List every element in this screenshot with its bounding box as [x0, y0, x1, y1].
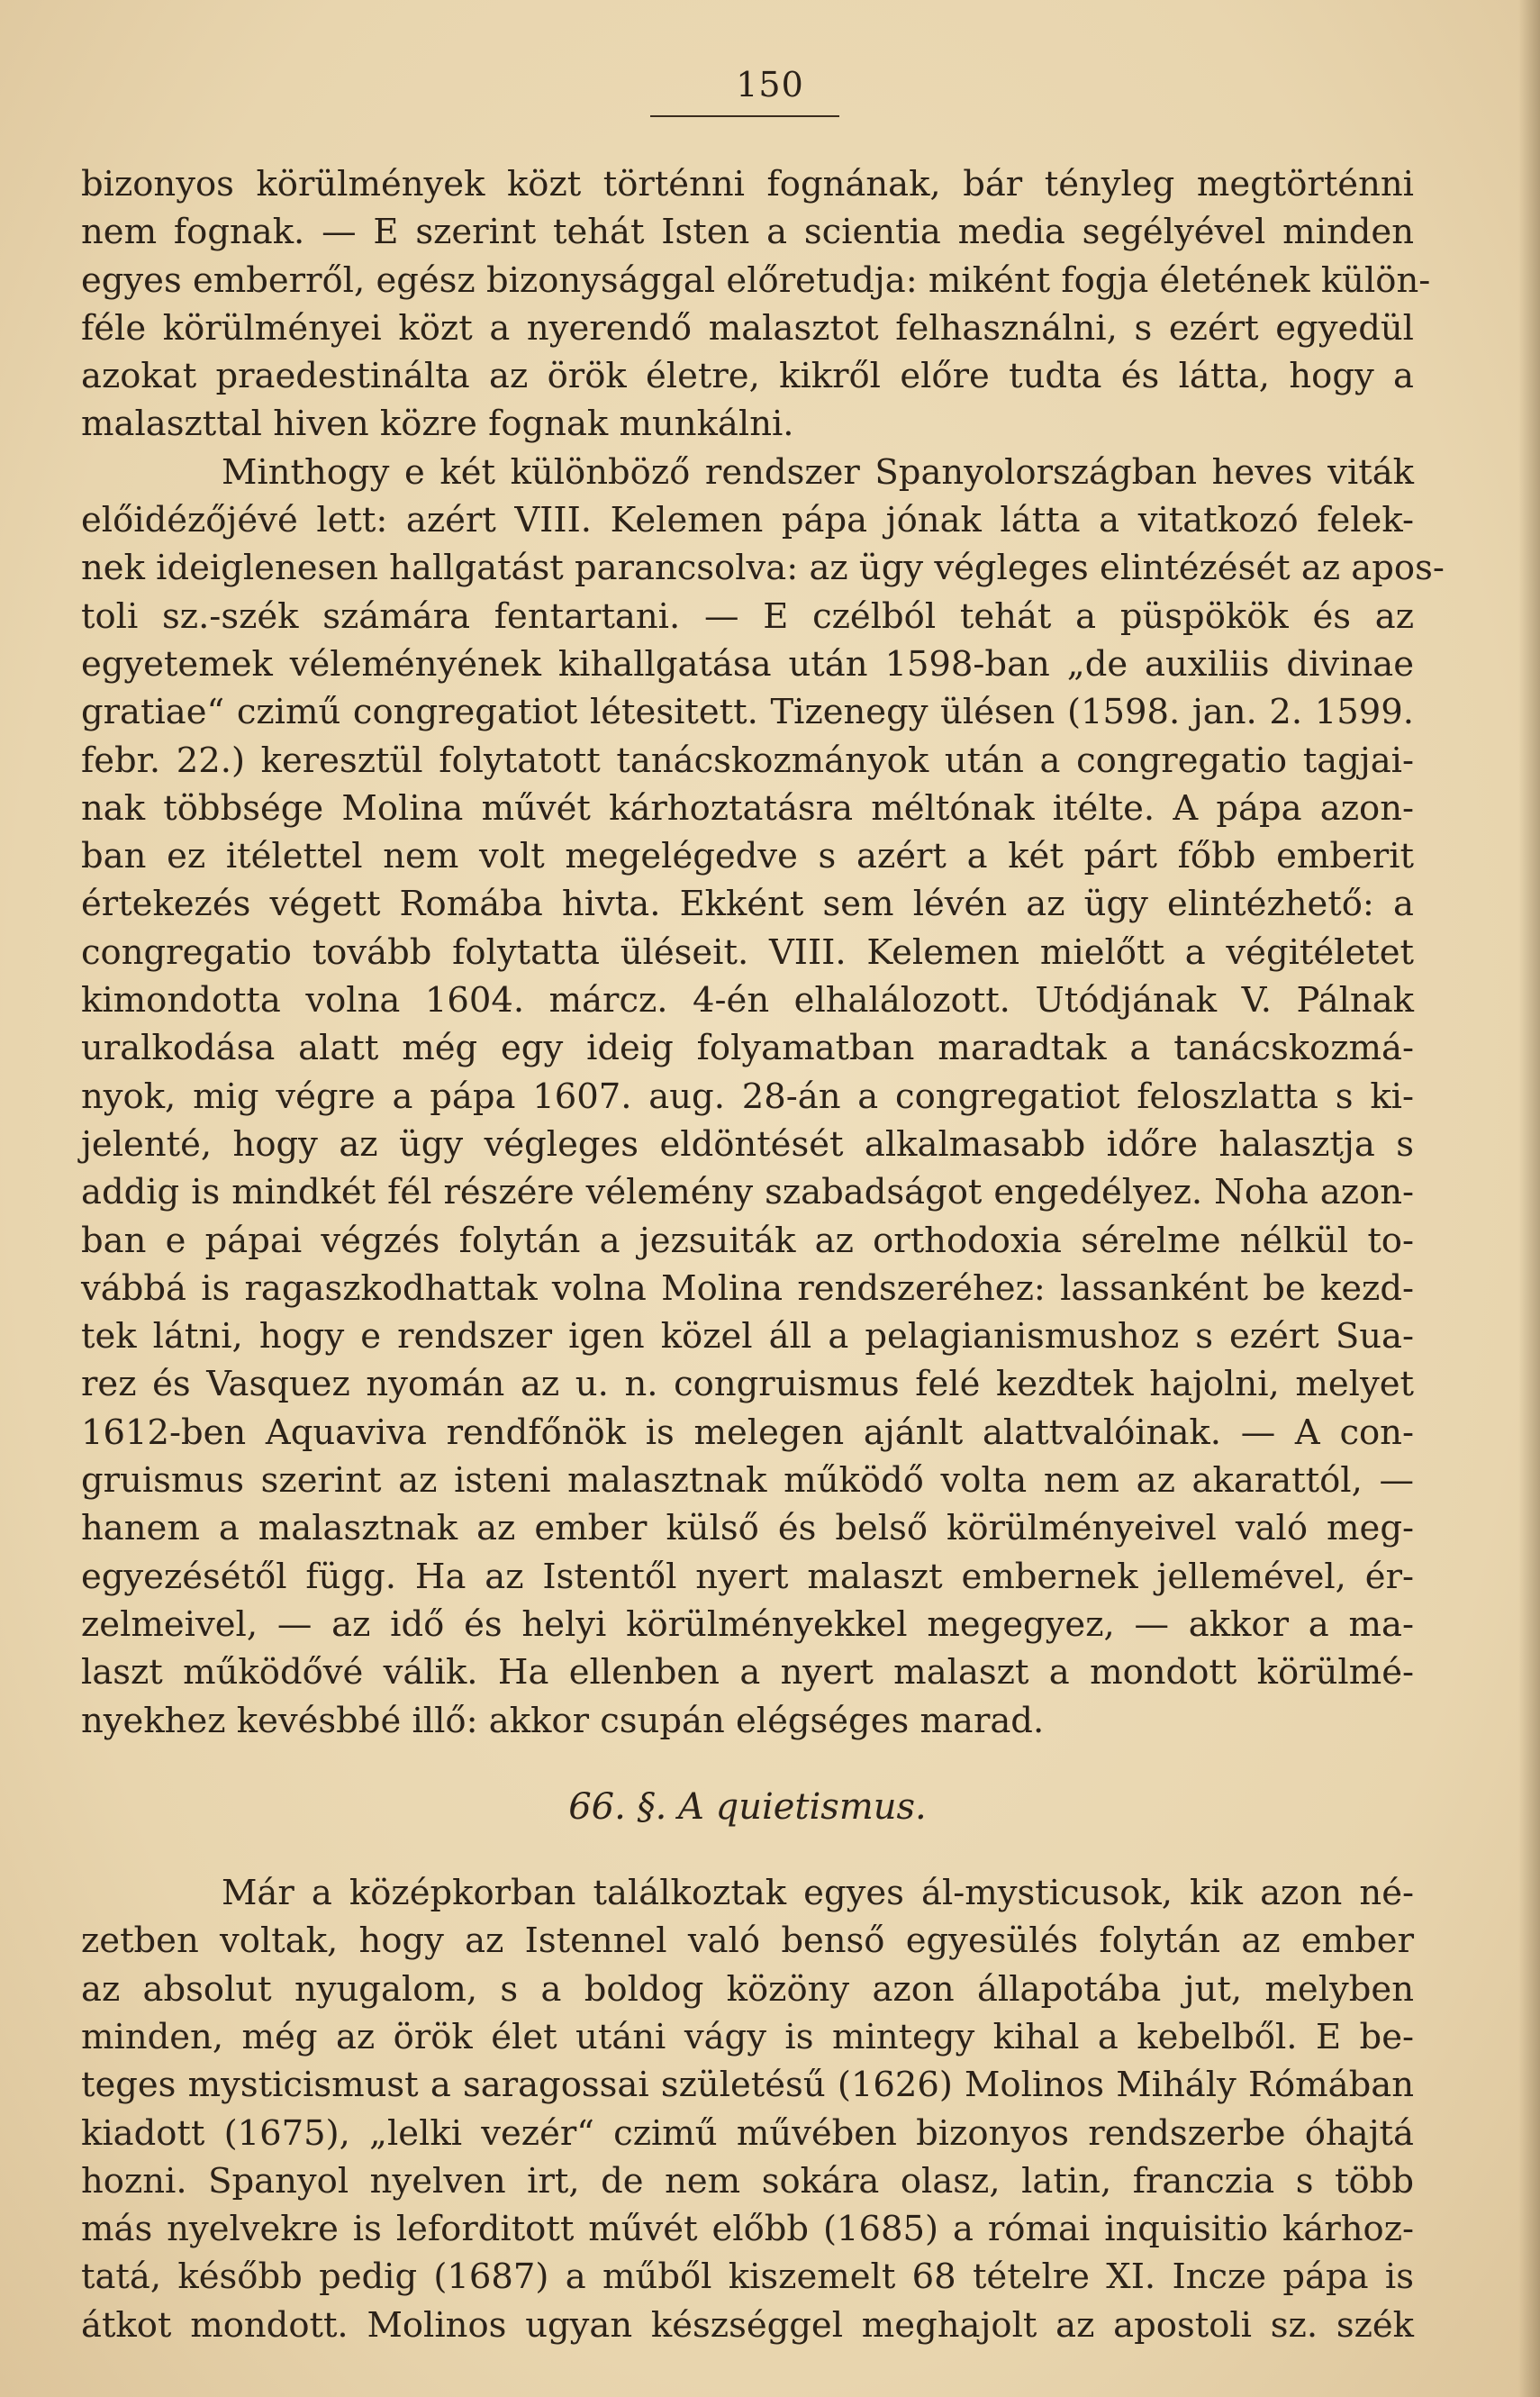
text-line: nyekhez kevésbbé illő: akkor csupán elégséges marad. — [81, 1700, 1045, 1741]
text-line: egyes emberről, egész bizonysággal előretudja: miként fogja életének külön- — [81, 259, 1431, 301]
text-line: rez és Vasquez nyomán az u. n. congruismus felé kezdtek hajolni, melyet — [81, 1364, 1414, 1405]
text-line: teges mysticismust a saragossai születésű (1626) Molinos Mihály Rómában — [81, 2065, 1414, 2106]
text-line: előidézőjévé lett: azért VIII. Kelemen pápa jónak látta a vitatkozó felek- — [81, 500, 1414, 541]
page-edge-shadow — [1518, 0, 1540, 2397]
text-line: gratiae“ czimű congregatiot létesitett. Tizenegy ülésen (1598. jan. 2. 1599. — [81, 692, 1414, 733]
paragraph-1 — [81, 160, 1431, 449]
text-line: nem fognak. — E szerint tehát Isten a scientia media segélyével minden — [81, 212, 1414, 253]
text-line: egyezésétől függ. Ha az Istentől nyert malaszt embernek jellemével, ér- — [81, 1556, 1414, 1597]
text-line: bizonyos körülmények közt történni fognának, bár tényleg megtörténni — [81, 164, 1414, 204]
section-heading: 66. §. A quietismus. — [568, 1785, 927, 1828]
text-line: az absolut nyugalom, s a boldog közöny azon állapotába jut, melyben — [81, 1968, 1414, 2010]
text-line: minden, még az örök élet utáni vágy is mintegy kihal a kebelből. E be- — [81, 2016, 1414, 2057]
page-body — [81, 160, 1445, 2349]
text-line: nyok, mig végre a pápa 1607. aug. 28-án a congregatiot feloszlatta s ki- — [81, 1076, 1414, 1117]
text-line: egyetemek véleményének kihallgatása után 1598-ban „de auxiliis divinae — [81, 643, 1414, 685]
text-line: azokat praedestinálta az örök életre, kikről előre tudta és látta, hogy a — [81, 356, 1414, 397]
text-line: addig is mindkét fél részére vélemény szabadságot engedélyez. Noha azon- — [81, 1172, 1414, 1213]
text-line: zetben voltak, hogy az Istennel való benső egyesülés folytán az ember — [81, 1920, 1414, 1962]
text-line: gruismus szerint az isteni malasztnak működő volta nem az akarattól, — — [81, 1460, 1414, 1502]
text-line: nek ideiglenesen hallgatást parancsolva: az ügy végleges elintézését az apos- — [81, 548, 1445, 589]
text-line: tek látni, hogy e rendszer igen közel áll a pelagianismushoz s ezért Sua- — [81, 1316, 1414, 1357]
text-line: laszt működővé válik. Ha ellenben a nyert malaszt a mondott körülmé- — [81, 1652, 1414, 1693]
text-line: jelenté, hogy az ügy végleges eldöntését alkalmasabb időre halasztja s — [81, 1123, 1414, 1165]
text-line: nak többsége Molina művét kárhoztatásra méltónak itélte. A pápa azon- — [81, 787, 1414, 829]
paragraph-3 — [81, 1869, 1414, 2349]
text-line: toli sz.-szék számára fentartani. — E czélból tehát a püspökök és az — [81, 595, 1414, 637]
text-line: hozni. Spanyol nyelven irt, de nem sokára olasz, latin, franczia s több — [81, 2160, 1414, 2202]
text-line: Minthogy e két különböző rendszer Spanyolországban heves viták — [222, 451, 1414, 493]
text-line: kiadott (1675), „lelki vezér“ czimű művében bizonyos rendszerbe óhajtá — [81, 2112, 1414, 2154]
text-line: ban e pápai végzés folytán a jezsuiták az orthodoxia sérelme nélkül to- — [81, 1220, 1414, 1261]
page-number: 150 — [736, 65, 804, 104]
text-line: más nyelvekre is leforditott művét előbb (1685) a római inquisitio kárhoz- — [81, 2209, 1414, 2250]
text-line: vábbá is ragaszkodhattak volna Molina rendszeréhez: lassanként be kezd- — [81, 1267, 1414, 1309]
text-line: átkot mondott. Molinos ugyan készséggel meghajolt az apostoli sz. szék — [81, 2304, 1414, 2346]
text-line: féle körülményei közt a nyerendő malasztot felhasználni, s ezért egyedül — [81, 307, 1414, 349]
text-line: tatá, később pedig (1687) a műből kiszemelt 68 tételre XI. Incze pápa is — [81, 2256, 1414, 2298]
text-line: uralkodása alatt még egy ideig folyamatban maradtak a tanácskozmá- — [81, 1028, 1414, 1069]
text-line: értekezés végett Romába hivta. Ekként sem lévén az ügy elintézhető: a — [81, 884, 1414, 925]
paragraph-2 — [81, 449, 1445, 1745]
text-line: 1612-ben Aquaviva rendfőnök is melegen ajánlt alattvalóinak. — A con- — [81, 1412, 1414, 1453]
text-line: zelmeivel, — az idő és helyi körülményekkel megegyez, — akkor a ma- — [81, 1603, 1414, 1645]
text-line: hanem a malasztnak az ember külső és belső körülményeivel való meg- — [81, 1508, 1414, 1549]
text-line: febr. 22.) keresztül folytatott tanácskozmányok után a congregatio tagjai- — [81, 740, 1414, 781]
text-line: kimondotta volna 1604. márcz. 4-én elhalálozott. Utódjának V. Pálnak — [81, 980, 1414, 1021]
text-line: ban ez itélettel nem volt megelégedve s azért a két párt főbb emberit — [81, 836, 1414, 877]
text-line: Már a középkorban találkoztak egyes ál-mysticusok, kik azon né- — [222, 1873, 1414, 1914]
text-line: malaszttal hiven közre fognak munkálni. — [81, 404, 794, 445]
header-rule — [650, 115, 839, 117]
text-line: congregatio tovább folytatta üléseit. VIII. Kelemen mielőtt a végitéletet — [81, 931, 1414, 973]
